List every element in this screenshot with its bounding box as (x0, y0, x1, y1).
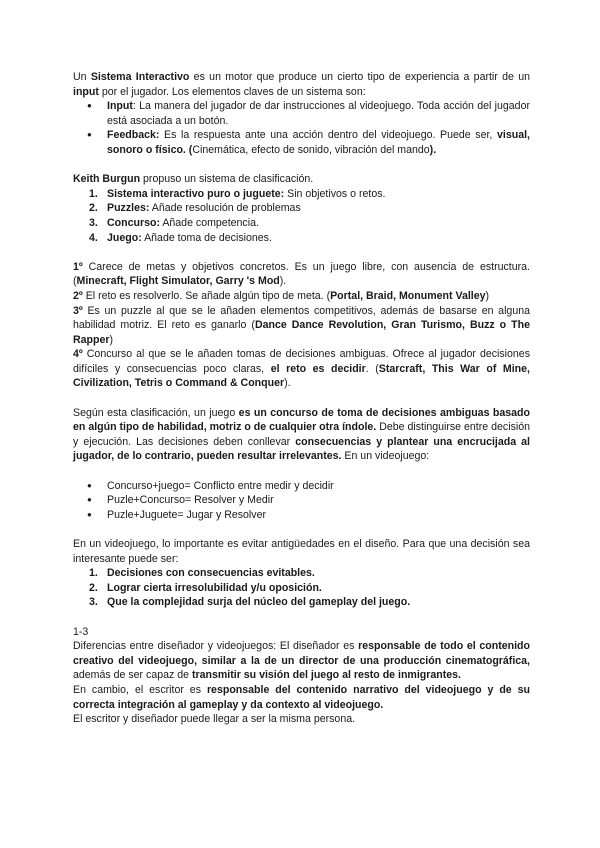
list-item (107, 99, 530, 128)
paragraph-highlight: responsable de todo el contenido creativo del videojuego, similar a la de un director de una producción cinematográfica, (73, 640, 530, 667)
list-item (107, 128, 530, 157)
document-page (73, 70, 530, 727)
paragraph-text: Diferencias entre diseñador y videojuegos: El diseñador es (73, 640, 359, 653)
paragraph-text: En cambio, el escritor es (73, 683, 207, 696)
item-text: Añade toma de decisiones. (141, 231, 272, 244)
level-2-paragraph (73, 289, 530, 304)
intro-term: Sistema Interactivo (90, 71, 190, 83)
item-number: 4. (89, 231, 98, 244)
paragraph-text: Según esta clasificación, un juego (73, 406, 239, 419)
level-examples: Minecraft, Flight Simulator, Garry 's Mod (76, 275, 280, 288)
author-name: Keith Burgun (73, 173, 141, 186)
level-text: Carece de metas y objetivos concretos. Es un juego libre, con ausencia de estructura. ( (73, 260, 530, 288)
level-1-paragraph (73, 260, 530, 289)
item-label: Input (107, 100, 133, 113)
level-3-paragraph (73, 304, 530, 348)
designer-paragraph (73, 639, 530, 683)
list-item (89, 216, 530, 231)
paragraph-highlight: responsable del contenido narrativo del videojuego y de su correcta integración al gameplay y da contexto al videojuego. (73, 683, 530, 711)
level-number: 3º (73, 304, 83, 317)
design-paragraph: En un videojuego, lo importante es evitar antigüedades en el diseño. Para que una decisión sea interesante puede ser: (73, 538, 530, 565)
item-number: 1. (89, 567, 98, 580)
item-text: Cinemática, efecto de sonido, vibración del mando (192, 143, 430, 156)
level-number: 1º (73, 260, 83, 273)
list-item (89, 595, 530, 610)
intro-text: Un (73, 71, 91, 83)
level-examples: Dance Dance Revolution, Gran Turismo, Buzz o The Rapper (73, 319, 530, 346)
item-text: Es la respuesta ante una acción dentro del videojuego. Puede ser, (159, 129, 498, 142)
intro-term: input (73, 85, 99, 98)
level-4-paragraph (73, 347, 530, 391)
level-text: Concurso al que se le añaden tomas de decisiones ambiguas. Ofrece al jugador decisiones difíciles y consecuencias poco claras, (73, 348, 530, 375)
level-text: . ( (365, 362, 379, 375)
item-text: Sin objetivos o retos. (284, 187, 386, 200)
paragraph-highlight: consecuencias y plantear una encrucijada al jugador, de lo contrario, pueden resultar irrelevantes. (73, 435, 530, 463)
paragraph-text: Debe distinguirse entre decisión y ejecución. Las decisiones deben conllevar (73, 421, 530, 448)
intro-text: por el jugador. Los elementos claves de un sistema son: (98, 85, 366, 98)
item-label: Sistema interactivo puro o juguete: (107, 187, 285, 200)
item-label: ). (429, 143, 437, 156)
item-label: Juego: (107, 231, 142, 244)
section-heading: 1-3 (73, 625, 89, 638)
writer-paragraph (73, 683, 530, 712)
same-person-paragraph: El escritor y diseñador puede llegar a ser la misma persona. (73, 713, 356, 726)
list-item (89, 566, 530, 581)
level-text: ) (109, 333, 114, 346)
item-text: Decisiones con consecuencias evitables. (107, 567, 315, 580)
classification-list (73, 187, 530, 245)
level-number: 4º (73, 348, 83, 361)
level-text: ) (485, 289, 490, 302)
level-text: ). (284, 377, 291, 390)
level-text: Es un puzzle al que se le añaden elementos competitivos, además de basarse en alguna habilidad motriz. El reto es ganarlo ( (73, 304, 530, 332)
level-text: ). (279, 275, 287, 288)
design-list (73, 566, 530, 610)
item-text: Añade competencia. (159, 216, 259, 229)
item-text: Que la complejidad surja del núcleo del gameplay del juego. (107, 596, 411, 609)
list-item: ● Puzle+Juguete= Jugar y Resolver (107, 508, 530, 523)
level-examples: Starcraft, This War of Mine, Civilization, Tetris o Command & Conquer (73, 362, 530, 390)
list-item (89, 231, 530, 246)
list-item (89, 581, 530, 596)
paragraph-highlight: es un concurso de toma de decisiones ambiguas basado en algún tipo de habilidad, motriz o de cualquier otra índole. (73, 406, 530, 434)
paragraph-text: además de ser capaz de (73, 669, 192, 682)
item-text: : La manera del jugador de dar instrucciones al videojuego. Toda acción del jugador está asociada a un botón. (107, 100, 530, 127)
level-text: El reto es resolverlo. Se añade algún tipo de meta. ( (82, 289, 331, 302)
list-item (89, 187, 530, 202)
item-number: 3. (89, 596, 98, 609)
intro-paragraph (73, 70, 530, 99)
burgun-paragraph (73, 172, 530, 187)
item-number: 3. (89, 216, 98, 229)
level-highlight: el reto es decidir (270, 362, 366, 375)
item-number: 1. (89, 187, 98, 200)
item-label: Puzzles: (107, 202, 150, 215)
list-item (89, 201, 530, 216)
intro-text: es un motor que produce un cierto tipo de experiencia a partir de un (189, 71, 530, 83)
level-examples: Portal, Braid, Monument Valley (330, 289, 486, 302)
item-number: 2. (89, 202, 98, 215)
item-number: 2. (89, 581, 98, 594)
level-number: 2º (73, 289, 83, 302)
classification-paragraph (73, 406, 530, 464)
item-label: visual, sonoro o físico. ( (107, 129, 530, 156)
item-text: Lograr cierta irresolubilidad y/u oposición. (107, 581, 322, 594)
item-text: Añade resolución de problemas (149, 202, 301, 215)
burgun-text: propuso un sistema de clasificación. (140, 173, 314, 186)
item-label: Feedback: (107, 129, 160, 142)
paragraph-highlight: transmitir su visión del juego al resto de inmigrantes. (191, 669, 461, 682)
item-label: Concurso: (107, 216, 160, 229)
combos-list (73, 479, 530, 523)
key-elements-list (73, 99, 530, 157)
paragraph-text: En un videojuego: (341, 450, 430, 463)
list-item: ● Puzle+Concurso= Resolver y Medir (107, 493, 530, 508)
list-item: ● Concurso+juego= Conflicto entre medir y decidir (107, 479, 530, 494)
